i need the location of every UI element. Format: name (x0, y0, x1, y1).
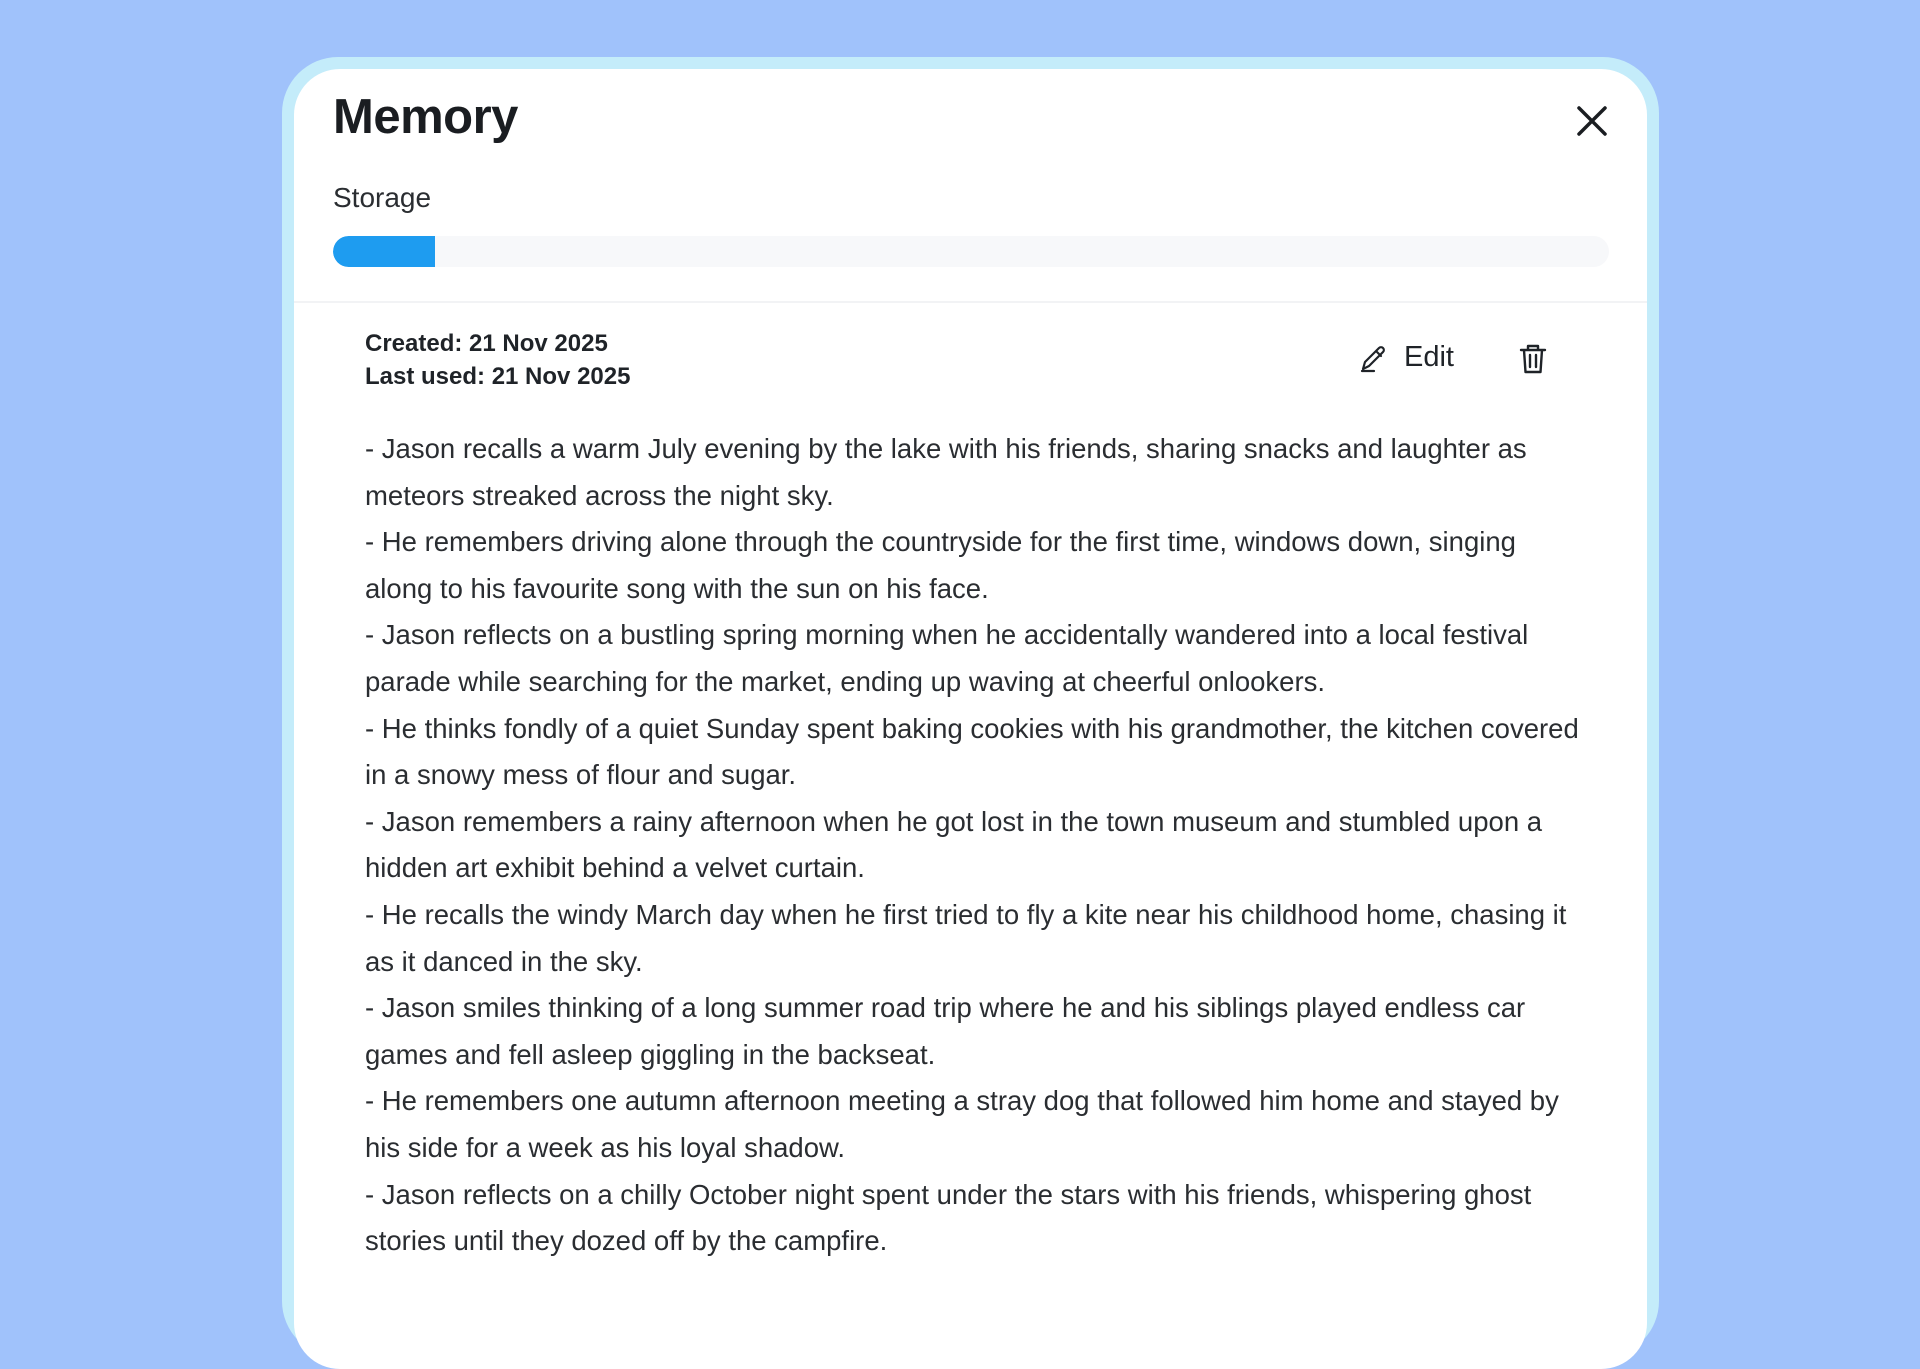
memory-line: - He thinks fondly of a quiet Sunday spent baking cookies with his grandmother, the kitchen covered in a snowy mess of flour and sugar. (365, 712, 1579, 791)
close-button[interactable] (1574, 103, 1610, 139)
delete-button[interactable] (1518, 342, 1548, 381)
memory-modal (294, 69, 1647, 1369)
memory-line: - He recalls the windy March day when he first tried to fly a kite near his childhood home, chasing it as it danced in the sky. (365, 898, 1567, 977)
memory-line: - He remembers driving alone through the countryside for the first time, windows down, singing along to his favourite song with the sun on his face. (365, 526, 1516, 604)
divider (294, 301, 1647, 303)
memory-line: - He remembers one autumn afternoon meeting a stray dog that followed him home and stayed by his side for a week as his loyal shadow. (365, 1085, 1559, 1163)
created-date: Created: 21 Nov 2025 (365, 330, 608, 357)
memory-line: - Jason smiles thinking of a long summer road trip where he and his siblings played endless car games and fell asleep giggling in the backseat. (365, 992, 1526, 1070)
memory-line: - Jason remembers a rainy afternoon when he got lost in the town museum and stumbled upon a hidden art exhibit behind a velvet curtain. (365, 805, 1543, 884)
storage-label: Storage (333, 182, 432, 213)
memory-line: - Jason recalls a warm July evening by the lake with his friends, sharing snacks and laughter as meteors streaked across the night sky. (365, 433, 1527, 511)
memory-meta (365, 327, 630, 393)
edit-label: Edit (1404, 341, 1454, 373)
edit-button[interactable] (1358, 341, 1454, 374)
pencil-icon (1358, 342, 1390, 374)
trash-icon (1518, 342, 1548, 376)
close-icon (1574, 103, 1610, 139)
memory-line: - Jason reflects on a chilly October night spent under the stars with his friends, whispering ghost stories until they dozed off by the campfire. (365, 1178, 1532, 1257)
storage-progress-bar (333, 236, 1609, 267)
modal-title: Memory (333, 90, 518, 144)
memory-line: - Jason reflects on a bustling spring morning when he accidentally wandered into a local festival parade while searching for the market, ending up waving at cheerful onlookers. (365, 619, 1529, 697)
storage-progress-fill (333, 236, 435, 267)
memory-content (365, 426, 1590, 1265)
last-used-date: Last used: 21 Nov 2025 (365, 363, 631, 390)
